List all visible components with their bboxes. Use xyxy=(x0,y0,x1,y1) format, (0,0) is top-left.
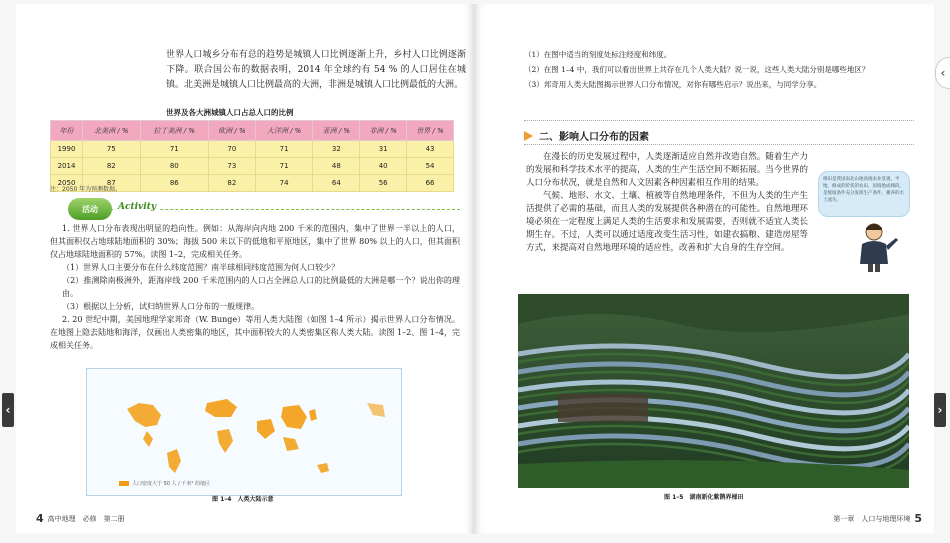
table-cell: 82 xyxy=(208,175,255,192)
table-header: 亚洲 / % xyxy=(313,121,360,141)
section-heading xyxy=(524,128,649,143)
activity-banner xyxy=(50,200,460,218)
student-figure-icon xyxy=(844,220,904,272)
question-list xyxy=(524,48,914,93)
body-paragraph: 气候、地形、水文、土壤、植被等自然地理条件，不但为人类的生产生活提供了必需的基础，而且人类的发展提供各种潜在的可能性。自然地理环境必须在一定程度上满足人类的生活要求和发展需要，否则就不适宜人类长期生存。不过，人类可以通过适度改变生活习性，如建衣搞粮、建造房屋等方式，来提高对自然地理环境的适应性，改善和扩大自身的生存空间。 xyxy=(526,191,808,253)
question-item: （3）邦奇用人类大陆图揭示世界人口分布情况，对你有哪些启示？说出来，与同学分享。 xyxy=(524,80,822,89)
table-cell: 87 xyxy=(83,175,141,192)
question-item: （2）在图 1–4 中，我们可以看出世界上共存在几个人类大陆？说一说，这些人类大陆分别是哪些地区？ xyxy=(524,65,870,74)
urban-population-table xyxy=(50,120,454,192)
table-cell: 73 xyxy=(208,158,255,175)
table-cell: 66 xyxy=(407,175,454,192)
table-cell: 86 xyxy=(140,175,208,192)
table-cell: 31 xyxy=(360,141,407,158)
activity-paragraph: 1. 世界人口分布表现出明显的趋向性。例如：从海岸向内地 200 千米的范围内，集中了世界一半以上的人口，但其面积仅占地球陆地面积的 30%；海拔 500 米以下的低地和平原地区，集中了世界 80% 以上的人口，但其面积仅占地球陆地面积的 57%。读图 1–2，完成相关任务。 xyxy=(50,224,460,259)
page-5 xyxy=(474,4,934,534)
table-cell: 56 xyxy=(360,175,407,192)
table-header: 拉丁美洲 / % xyxy=(140,121,208,141)
question-item: （1）在图中适当的刻度处标注经度和纬度。 xyxy=(524,50,672,59)
table-header: 北美洲 / % xyxy=(83,121,141,141)
page-4 xyxy=(16,4,474,534)
table-header: 非洲 / % xyxy=(360,121,407,141)
table-cell: 54 xyxy=(407,158,454,175)
terraced-fields-image xyxy=(518,294,909,488)
table-row xyxy=(51,141,454,158)
table-note: 注：2050 年为预测数据。 xyxy=(50,186,122,193)
activity-paragraph: （1）世界人口主要分布在什么纬度范围？南半球相同纬度范围为何人口较少？ xyxy=(62,263,340,272)
section-divider xyxy=(524,144,914,145)
activity-leaf-icon: 活动 xyxy=(68,198,112,220)
page-footer xyxy=(833,512,922,525)
world-map-graphic xyxy=(87,369,401,495)
book-title: 高中地理 必修 第二册 xyxy=(47,514,125,523)
callout-bubble: 梯田是我国南北山地高地农业景观，平地，修成的阶状的农田，因坡地成梯段，是缓坡条件充分发挥生产条件，蓄养的水土流失。 xyxy=(818,171,910,217)
body-paragraph: 在漫长的历史发展过程中，人类逐渐适应自然并改造自然。随着生产力的发展和科学技术水平的提高，人类的生产生活空间不断拓展。当今世界的人口分布状况，就是自然和人文因素各种因素相互作用的结果。 xyxy=(526,152,808,188)
table-cell: 82 xyxy=(83,158,141,175)
table-cell: 80 xyxy=(140,158,208,175)
table-header: 年份 xyxy=(51,121,83,141)
figure-caption: 图 1–4 人类大陆示意 xyxy=(212,496,274,503)
table-cell: 2014 xyxy=(51,158,83,175)
table-cell: 71 xyxy=(255,158,313,175)
legend-swatch xyxy=(119,481,129,486)
table-cell: 70 xyxy=(208,141,255,158)
next-page-button[interactable]: › xyxy=(934,393,946,427)
arrow-right-icon xyxy=(524,131,533,141)
table-cell: 48 xyxy=(313,158,360,175)
page-number: 4 xyxy=(36,512,44,525)
table-header: 世界 / % xyxy=(407,121,454,141)
table-title: 世界及各大洲城镇人口占总人口的比例 xyxy=(166,108,294,117)
terrace-photo xyxy=(518,294,909,488)
body-text xyxy=(526,151,808,255)
activity-divider xyxy=(110,209,460,210)
activity-paragraph: （3）根据以上分析，试归纳世界人口分布的一般规律。 xyxy=(62,302,260,311)
chapter-title: 第一章 人口与地理环境 xyxy=(833,514,911,523)
activity-paragraph: （2）推测除南极洲外，距海岸线 200 千米范围内的人口占全洲总人口的比例最低的大洲是哪一个？说出你的理由。 xyxy=(62,276,460,298)
section-title: 二、影响人口分布的因素 xyxy=(539,132,649,143)
human-continents-map xyxy=(86,368,402,496)
figure-caption: 图 1–5 湖南新化紫鹊界梯田 xyxy=(664,494,744,501)
table-cell: 64 xyxy=(313,175,360,192)
sidebar-toggle-button[interactable]: ‹ xyxy=(935,57,950,89)
activity-paragraph: 2. 20 世纪中期，美国地理学家邦奇（W. Bunge）等用人类大陆图（如图 1–4 所示）揭示世界人口分布情况。在地图上隐去陆地和海洋，仅画出人类密集的地区，其中面积较大的人类密集区称人类大陆。读图 1–2、图 1–4，完成相关任务。 xyxy=(50,315,460,350)
table-header: 大洋洲 / % xyxy=(255,121,313,141)
table-cell: 71 xyxy=(140,141,208,158)
map-legend xyxy=(119,480,210,487)
table-cell: 1990 xyxy=(51,141,83,158)
table-header-row xyxy=(51,121,454,141)
table-cell: 43 xyxy=(407,141,454,158)
table-row xyxy=(51,158,454,175)
intro-paragraph: 世界人口城乡分布有总的趋势是城镇人口比例逐渐上升，乡村人口比例逐渐下降。联合国公布的数据表明，2014 年全球约有 54 % 的人口居住在城镇。北美洲是城镇人口比例最高的大洲，非洲是城镇人口比例最低的大洲。 xyxy=(166,50,466,90)
table-cell: 75 xyxy=(83,141,141,158)
table-cell: 71 xyxy=(255,141,313,158)
page-number: 5 xyxy=(914,512,922,525)
table-header: 欧洲 / % xyxy=(208,121,255,141)
page-footer xyxy=(36,512,125,525)
legend-label: 人口密度大于 50 人 / 千米² 的地区 xyxy=(132,481,210,487)
activity-text xyxy=(50,222,460,352)
table-cell: 40 xyxy=(360,158,407,175)
section-divider xyxy=(524,120,914,121)
activity-label: Activity xyxy=(114,202,160,212)
table-cell: 32 xyxy=(313,141,360,158)
table-cell: 74 xyxy=(255,175,313,192)
table-cell: 2050 xyxy=(51,175,83,192)
previous-page-button[interactable]: ‹ xyxy=(2,393,14,427)
